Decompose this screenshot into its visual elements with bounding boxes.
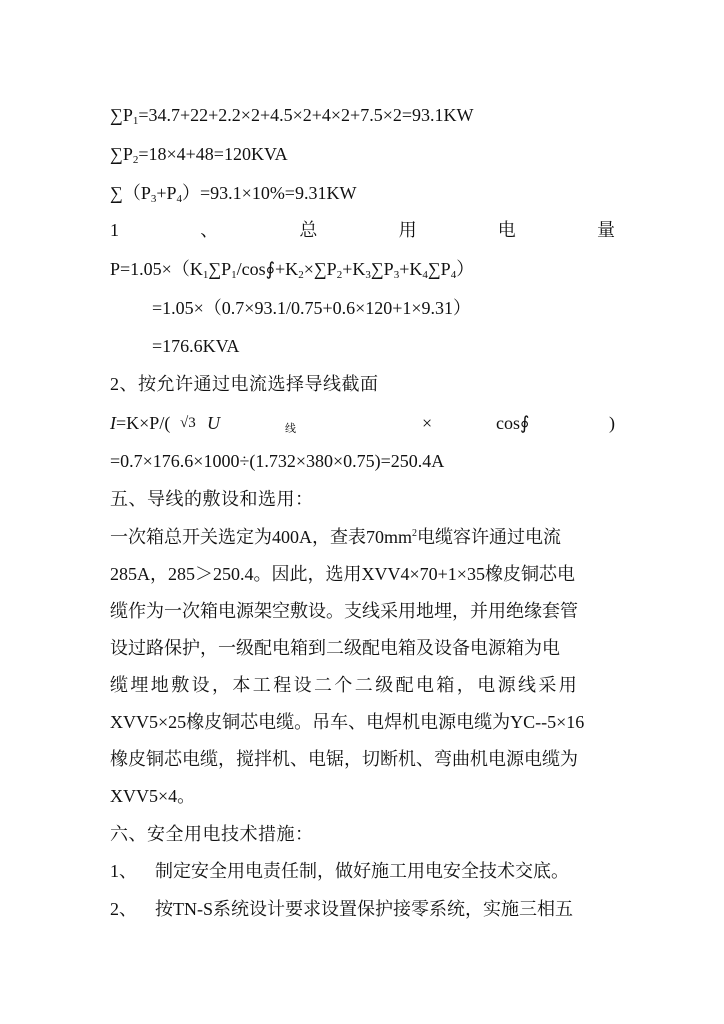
formula-sum-p1: $\sum P_1=34.7+22+2.2\times 2+4.5\times 2+4\times 2+7.5\times 2=93.1KW$: [110, 105, 474, 127]
paragraph-line-7: 橡皮铜芯电缆，搅拌机、电锯，切断机、弯曲机电源电缆为: [110, 749, 578, 769]
item-number: 1、: [110, 861, 137, 881]
paragraph-line-2: 285A，285＞250.4。因此，选用XVV4×70+1×35橡皮铜芯电: [110, 564, 575, 584]
item-text: 制定安全用电责任制，做好施工用电安全技术交底。: [155, 861, 569, 881]
close-paren: ): [609, 413, 615, 433]
paragraph-line-4: 设过路保护，一级配电箱到二级配电箱及设备电源箱为电: [110, 638, 560, 658]
cos-phi: cos∮: [496, 413, 530, 433]
heading-total-power: 1 、 总 用 电 量: [110, 220, 615, 240]
sqrt-symbol: √3: [180, 415, 196, 431]
formula-total-power-step: =1.05×（0.7×93.1/0.75+0.6×120+1×9.31）: [152, 298, 472, 318]
heading-cable-section: 2、按允许通过电流选择导线截面: [110, 374, 379, 394]
item-number: 2、: [110, 899, 137, 919]
paragraph-line-8: XVV5×4。: [110, 786, 196, 806]
times-sign: ×: [422, 413, 433, 433]
paragraph-line-6: XVV5×25橡皮铜芯电缆。吊车、电焊机电源电缆为YC--5×16: [110, 712, 585, 732]
section-six-heading: 六、安全用电技术措施：: [110, 824, 314, 844]
formula-current-symbol: I=K×P/(: [110, 413, 171, 433]
voltage-symbol: U: [207, 413, 220, 433]
item-text: 按TN-S系统设计要求设置保护接零系统，实施三相五: [155, 899, 573, 919]
formula-sum-p3-p4: $\sum(P_3+P_4)=93.1\times 10\%=9.31KW$: [110, 183, 357, 205]
section-five-heading: 五、导线的敷设和选用：: [110, 489, 314, 509]
voltage-subscript: 线: [285, 423, 296, 435]
formula-sum-p2: $\sum P_2=18\times 4+48=120KVA$: [110, 144, 288, 166]
measure-item-2: [110, 898, 615, 920]
paragraph-line-1: 一次箱总开关选定为400A，查表$70mm^2$电缆容许通过电流: [110, 527, 561, 547]
formula-total-power: $P=1.05\times(K_1\sum P_1/\cos∮+K_2\times\sum P_2+K_3\sum P_3+K_4\sum P_4)$: [110, 259, 475, 281]
paragraph-line-5: 缆埋地敷设，本工程设二个二级配电箱，电源线采用: [110, 675, 580, 695]
paragraph-line-3: 缆作为一次箱电源架空敷设。支线采用地埋，并用绝缘套管: [110, 601, 578, 621]
formula-current-result: =0.7×176.6×1000÷(1.732×380×0.75)=250.4A: [110, 451, 445, 471]
formula-total-power-result: =176.6KVA: [152, 336, 240, 356]
measure-item-1: [110, 860, 615, 882]
